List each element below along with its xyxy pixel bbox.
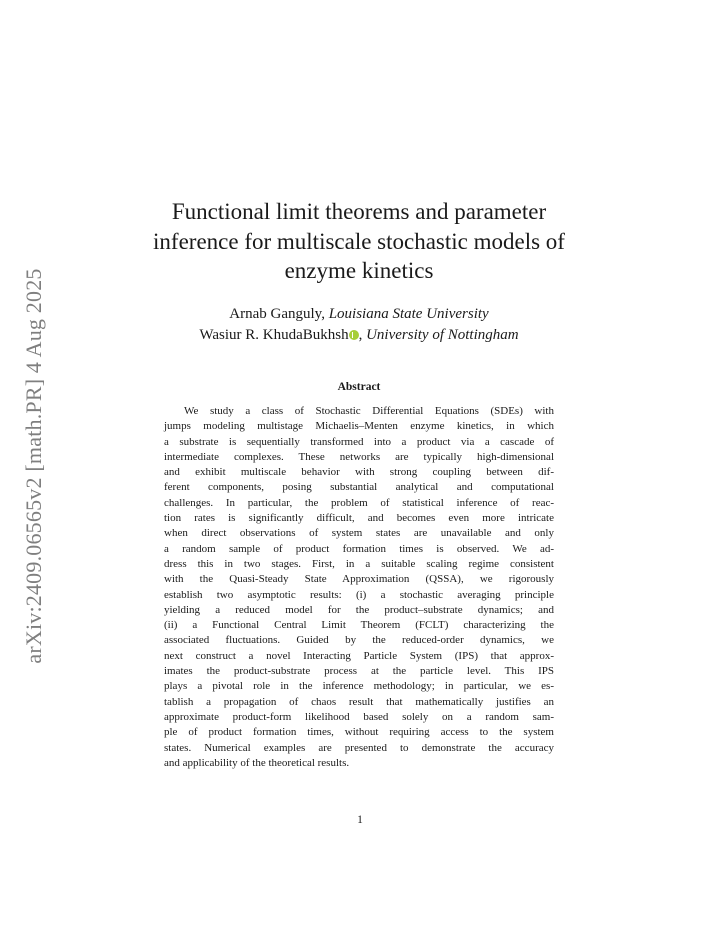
author-affiliation: University of Nottingham <box>366 327 519 343</box>
abstract-line: plays a pivotal role in the inference methodology; in particular, we es- <box>164 680 554 693</box>
abstract-line: establish two asymptotic results: (i) a stochastic averaging principle <box>164 588 554 601</box>
abstract-line: approximate product-form likelihood based solely on a random sam- <box>164 710 554 723</box>
author-entry: Wasiur R. KhudaBukhsh , University of Nottingham <box>199 327 519 343</box>
abstract-line: ferent components, posing substantial analytical and computational <box>164 481 554 494</box>
abstract-line: associated fluctuations. Guided by the reduced-order dynamics, we <box>164 634 554 647</box>
abstract-line: and applicability of the theoretical results. <box>164 756 350 769</box>
page-number: 1 <box>357 814 363 826</box>
abstract-line: ple of product formation times, without requiring access to the system <box>164 726 554 739</box>
abstract-line: yielding a reduced model for the product–substrate dynamics; and <box>164 603 554 616</box>
abstract-line: with the Quasi-Steady State Approximation (QSSA), we rigorously <box>164 573 554 586</box>
abstract-body <box>164 404 554 771</box>
title-line: enzyme kinetics <box>284 258 434 283</box>
abstract-line: challenges. In particular, the problem of statistical inference of reac- <box>164 496 554 509</box>
orcid-icon[interactable] <box>349 330 359 340</box>
paper-title <box>120 197 598 286</box>
abstract-line: imates the product-substrate process at the particle level. This IPS <box>164 665 554 678</box>
abstract-line: states. Numerical examples are presented to demonstrate the accuracy <box>164 741 554 754</box>
abstract-line: tablish a propagation of chaos result that mathematically justifies an <box>164 695 554 708</box>
abstract-line: next construct a novel Interacting Particle System (IPS) that approx- <box>164 649 554 662</box>
abstract-line: dress this in two stages. First, in a suitable scaling regime consistent <box>164 557 554 570</box>
title-line: Functional limit theorems and parameter <box>171 199 547 224</box>
abstract-line: We study a class of Stochastic Differential Equations (SDEs) with <box>184 405 554 417</box>
author-list <box>120 304 598 346</box>
abstract-line: a substrate is sequentially transformed into a product via a cascade of <box>164 435 554 448</box>
author-name: Arnab Ganguly <box>229 306 322 322</box>
author-affiliation: Louisiana State University <box>328 306 489 322</box>
abstract-line: intermediate complexes. These networks are typically high-dimensional <box>164 450 554 463</box>
abstract-line: tion rates is significantly difficult, and becomes even more intricate <box>164 512 554 525</box>
arxiv-identifier-stamp: arXiv:2409.06565v2 [math.PR] 4 Aug 2025 <box>21 268 46 664</box>
abstract-line: a random sample of product formation times is observed. We ad- <box>164 542 554 555</box>
abstract-heading: Abstract <box>337 381 381 393</box>
abstract-line: jumps modeling multistage Michaelis–Menten enzyme kinetics, in which <box>164 420 554 433</box>
abstract-line: when direct observations of system states are unavailable and only <box>164 527 554 540</box>
author-entry: Arnab Ganguly, Louisiana State University <box>229 306 489 322</box>
title-line: inference for multiscale stochastic models of <box>153 228 565 254</box>
abstract-line: (ii) a Functional Central Limit Theorem (FCLT) characterizing the <box>164 619 554 632</box>
abstract-line: and exhibit multiscale behavior with strong coupling between dif- <box>164 466 554 479</box>
author-name: Wasiur R. KhudaBukhsh <box>199 327 349 343</box>
